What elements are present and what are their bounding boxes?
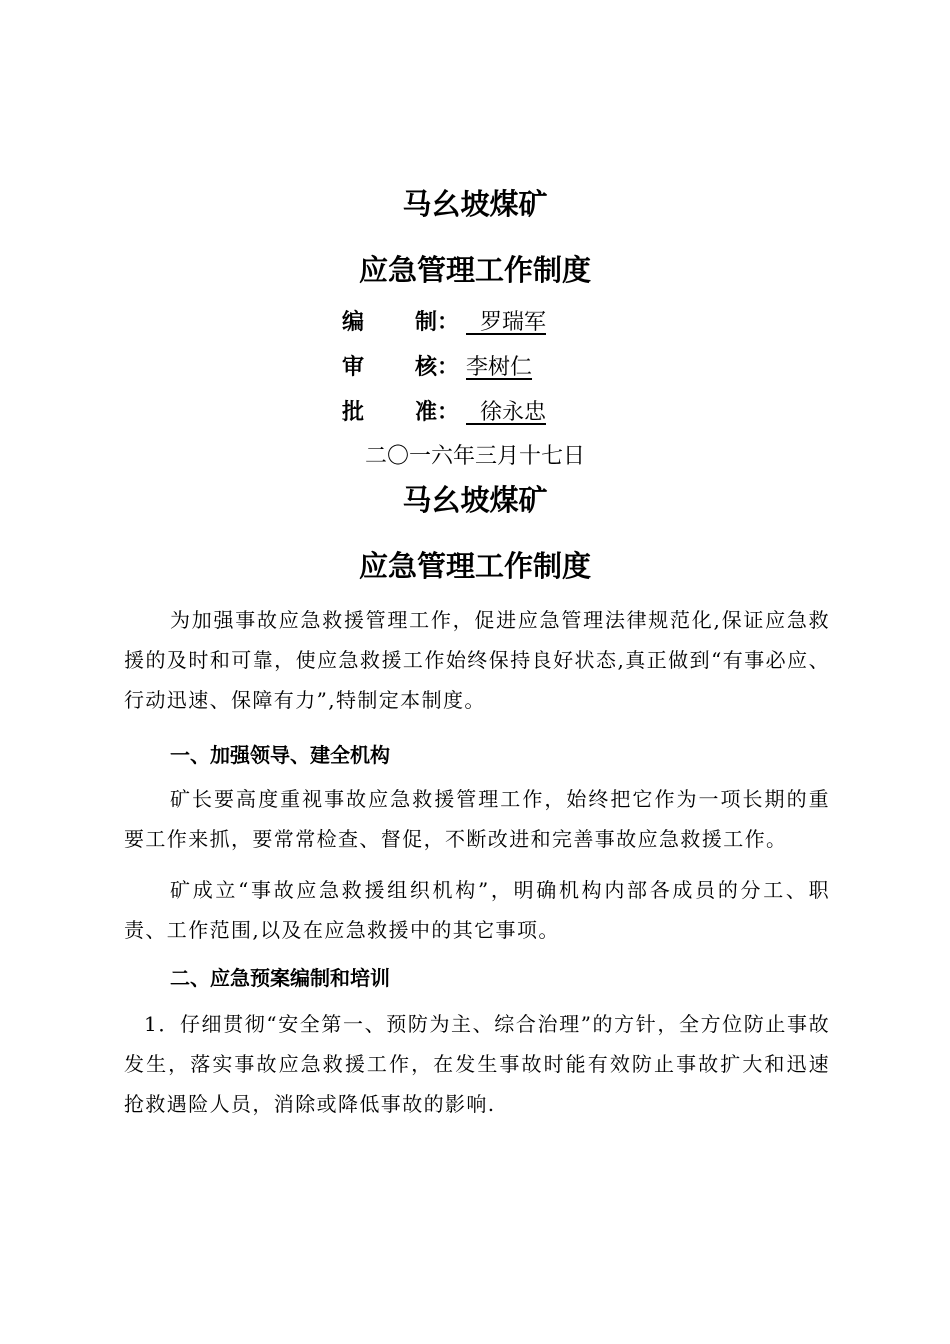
intro-paragraph: 为加强事故应急救援管理工作，促进应急管理法律规范化,保证应急救援的及时和可靠，使应急救援工作始终保持良好状态,真正做到“有事必应、行动迅速、保障有力”,特制定本制度。	[124, 608, 830, 712]
body-title-document-name: 应急管理工作制度	[358, 549, 591, 583]
cover-title-document-name: 应急管理工作制度	[358, 253, 591, 287]
reviewer-name: 李树仁	[466, 355, 533, 380]
section-heading-1: 一、加强领导、建全机构	[170, 743, 390, 767]
section-heading-2: 二、应急预案编制和培训	[170, 966, 390, 990]
section1-paragraph-2: 矿成立“事故应急救援组织机构”，明确机构内部各成员的分工、职责、工作范围,以及在应急救援中的其它事项。	[124, 878, 830, 942]
section2-item-1: 1．仔细贯彻“安全第一、预防为主、综合治理”的方针，全方位防止事故发生，落实事故应急救援工作，在发生事故时能有效防止事故扩大和迅速抢救遇险人员，消除或降低事故的影响.	[124, 1012, 830, 1116]
section1-paragraph-1: 矿长要高度重视事故应急救援管理工作，始终把它作为一项长期的重要工作来抓，要常常检查、督促，不断改进和完善事故应急救援工作。	[124, 787, 830, 851]
body-title-mine-name: 马幺坡煤矿	[402, 483, 548, 517]
document-date: 二〇一六年三月十七日	[364, 444, 585, 469]
compiler-name: 罗瑞军	[466, 310, 546, 335]
cover-title-mine-name: 马幺坡煤矿	[402, 187, 548, 221]
approver-name: 徐永忠	[466, 400, 546, 425]
